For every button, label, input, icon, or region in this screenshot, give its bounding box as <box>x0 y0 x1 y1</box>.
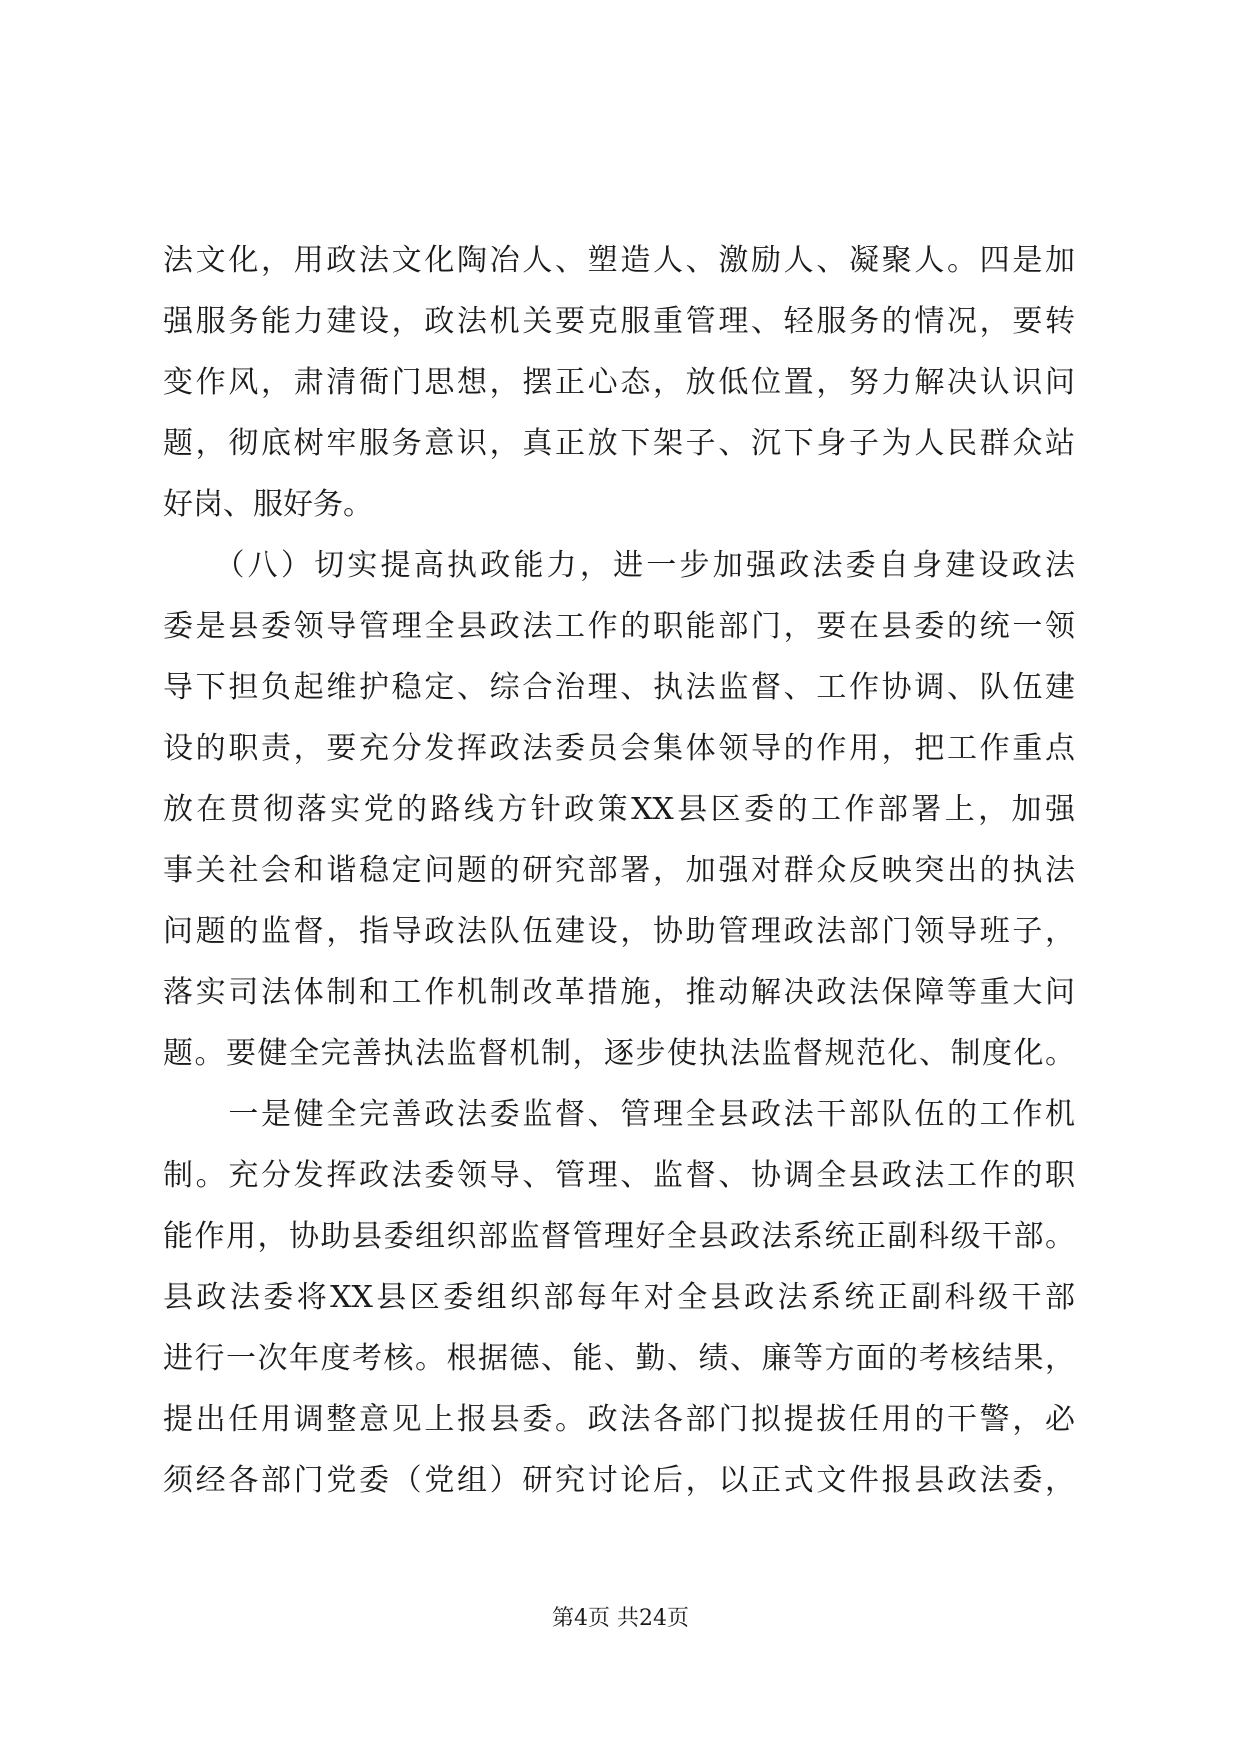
text-line: 委是县委领导管理全县政法工作的职能部门，要在县委的统一领 <box>163 609 1075 644</box>
text-line: 法文化，用政法文化陶冶人、塑造人、激励人、凝聚人。四是加 <box>163 243 1075 278</box>
text-line: 能作用，协助县委组织部监督管理好全县政法系统正副科级干部。 <box>163 1219 1075 1254</box>
text-line: 放在贯彻落实党的路线方针政策XX县区委的工作部署上，加强 <box>163 792 1075 827</box>
text-line: 变作风，肃清衙门思想，摆正心态，放低位置，努力解决认识问 <box>163 365 1075 400</box>
text-line: 县政法委将XX县区委组织部每年对全县政法系统正副科级干部 <box>163 1280 1075 1315</box>
text-line: 落实司法体制和工作机制改革措施，推动解决政法保障等重大问 <box>163 975 1075 1010</box>
text-line: 好岗、服好务。 <box>163 487 373 522</box>
text-line: 强服务能力建设，政法机关要克服重管理、轻服务的情况，要转 <box>163 304 1075 339</box>
text-line: 事关社会和谐稳定问题的研究部署，加强对群众反映突出的执法 <box>163 853 1075 888</box>
text-line: 制。充分发挥政法委领导、管理、监督、协调全县政法工作的职 <box>163 1158 1075 1193</box>
text-line: 设的职责，要充分发挥政法委员会集体领导的作用，把工作重点 <box>163 731 1075 766</box>
text-line: 问题的监督，指导政法队伍建设，协助管理政法部门领导班子， <box>163 914 1075 949</box>
text-line: 须经各部门党委（党组）研究讨论后，以正式文件报县政法委， <box>163 1463 1075 1498</box>
text-line: 题，彻底树牢服务意识，真正放下架子、沉下身子为人民群众站 <box>163 426 1075 461</box>
body-text <box>163 230 1075 1511</box>
text-line: 提出任用调整意见上报县委。政法各部门拟提拔任用的干警，必 <box>163 1402 1075 1437</box>
text-line: 导下担负起维护稳定、综合治理、执法监督、工作协调、队伍建 <box>163 670 1075 705</box>
text-line: 题。要健全完善执法监督机制，逐步使执法监督规范化、制度化。 <box>163 1036 1075 1071</box>
text-line: 一是健全完善政法委监督、管理全县政法干部队伍的工作机 <box>163 1097 1075 1132</box>
text-line: 进行一次年度考核。根据德、能、勤、绩、廉等方面的考核结果， <box>163 1341 1075 1376</box>
text-line: （八）切实提高执政能力，进一步加强政法委自身建设政法 <box>163 548 1075 583</box>
page-number-footer: 第4页 共24页 <box>552 1606 689 1631</box>
